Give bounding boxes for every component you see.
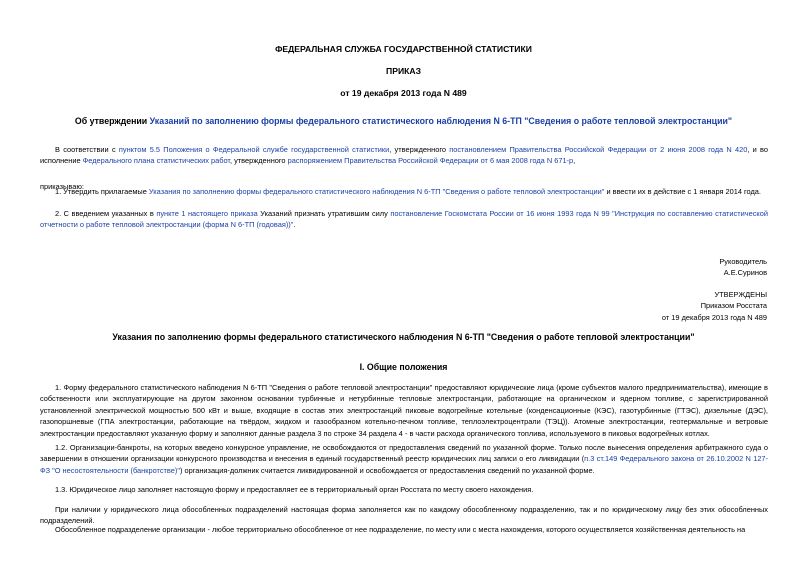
approved-by: Приказом Росстата: [700, 301, 767, 311]
preamble-paragraph: [40, 144, 768, 167]
signer-name: А.Е.Суринов: [723, 268, 767, 278]
approved-date: от 19 декабря 2013 года N 489: [661, 312, 767, 322]
regulation-link[interactable]: пунктом 5.5 Положения о Федеральной службе государственной статистики: [118, 145, 390, 154]
paragraph-1-3-text: 1.3. Юридическое лицо заполняет настоящую форму и предоставляет ее в территориальный орган Росстата по месту своего нахождения.: [55, 485, 534, 494]
paragraph-1: [40, 382, 768, 439]
item-text: и ввести их в действие с 1 января 2014 года.: [604, 187, 761, 196]
order-item-2: [40, 208, 768, 231]
paragraph-1-5-text: Обособленное подразделение организации - любое территориально обособленное от нее подразделение, по месту или с места нахождения, которого осуществляется хозяйственная деятельность на: [55, 525, 746, 534]
order-date-heading: от 19 декабря 2013 года N 489: [340, 88, 467, 98]
paragraph-1-2: [40, 442, 768, 476]
item-text: .: [293, 220, 296, 230]
order-title-prefix: Об утверждении: [74, 116, 150, 126]
government-order-link[interactable]: распоряжением Правительства Российской Федерации от 6 мая 2008 года N 671-р: [287, 156, 574, 166]
order-point-link[interactable]: пункте 1 настоящего приказа: [156, 209, 258, 218]
instructions-link[interactable]: Указания по заполнению формы федерального статистического наблюдения N 6-ТП "Сведения о работе тепловой электростанции": [148, 187, 605, 196]
doc-type-heading: ПРИКАЗ: [386, 66, 421, 76]
signature-block: [719, 256, 767, 279]
paragraph-1-5: [40, 524, 768, 535]
section-title: I. Общие положения: [359, 362, 448, 372]
order-title-link[interactable]: Указаний по заполнению формы федерального статистического наблюдения N 6-ТП "Сведения о работе тепловой электростанции": [149, 116, 733, 126]
paragraph-text: ) организация-должник считается ликвидированной и освобождается от предоставления сведений по указанной форме.: [179, 465, 595, 475]
order-word: приказываю:: [40, 182, 84, 191]
item-text: Указаний признать утратившим силу: [257, 209, 391, 218]
order-title: [0, 116, 807, 127]
paragraph-text: 1.2. Организации-банкроты, на которых введено конкурсное управление, не освобождаются от предоставления сведений по указанной форме. Только после вынесения определения арбитражного суда о завершении в отношении организации конкурсного производства и внесения в единый государственный реестр юридических лиц записи о его ликвидации (: [40, 443, 768, 464]
preamble-text: , утвержденного: [230, 156, 288, 166]
government-decree-link[interactable]: постановлением Правительства Российской Федерации от 2 июня 2008 года N 420: [449, 145, 748, 154]
item-text: 1. Утвердить прилагаемые: [55, 187, 149, 196]
paragraph-1-3: [40, 484, 768, 495]
signer-role: Руководитель: [719, 257, 767, 266]
item-text: 2. С введением указанных в: [55, 209, 157, 218]
preamble-text: ,: [573, 156, 576, 166]
order-item-1: [40, 186, 768, 197]
paragraph-1-4-text: При наличии у юридического лица обособленных подразделений настоящая форма заполняется как по каждому обособленному подразделению, так и по юридическому лицу без этих обособленных подразделений.: [40, 505, 768, 526]
approved-label: УТВЕРЖДЕНЫ: [714, 290, 767, 299]
preamble-text: В соответствии с: [55, 145, 119, 154]
repealed-decree-link[interactable]: постановление Госкомстата России от 16 июня 1993 года N 99 "Инструкция по составлению статистической отчетности о работе тепловой электростанции (форма N 6-ТП (годовая))": [40, 209, 768, 230]
bankruptcy-law-link[interactable]: п.3 ст.149 Федерального закона от 26.10.2002 N 127-ФЗ "О несостоятельности (банкротстве)": [40, 454, 769, 475]
preamble-text: , и во исполнение: [40, 145, 768, 166]
instructions-title: Указания по заполнению формы федерального статистического наблюдения N 6-ТП "Сведения о работе тепловой электростанции": [112, 332, 695, 342]
approval-block: [662, 289, 767, 323]
preamble-text: , утвержденного: [389, 145, 450, 154]
statistical-plan-link[interactable]: Федерального плана статистических работ: [82, 156, 230, 166]
paragraph-1-text: 1. Форму федерального статистического наблюдения N 6-ТП "Сведения о работе тепловой электростанции" предоставляют юридические лица (кроме субъектов малого предпринимательства), имеющие в собственности или эксплуатирующие на другом законном основании турбинные и нетурбинные тепловые электростанции, работающие на органическом и ядерном топливе, с зарегистрированной установленной электрической мощностью 500 кВт и выше, входящие в состав этих электростанций пиковые водогрейные котельные (конденсационные (КЭС), газотурбинные (ГТЭС), дизельные (ДЭС), газопоршневые (ГПА электростанции, работающие на твёрдом, жидком и газообразном котельно-печном топливе, теплоэлектроцентрали (ТЭЦ)). Атомные электростанции, геотермальные и ветровые электростанции предоставляют указанную форму и заполняют данные раздела 3 по строке 34 раздела 4 - в части расхода органического топлива, используемого в пиковых водогрейных котлах.: [40, 383, 768, 438]
agency-heading: ФЕДЕРАЛЬНАЯ СЛУЖБА ГОСУДАРСТВЕННОЙ СТАТИСТИКИ: [275, 44, 532, 54]
